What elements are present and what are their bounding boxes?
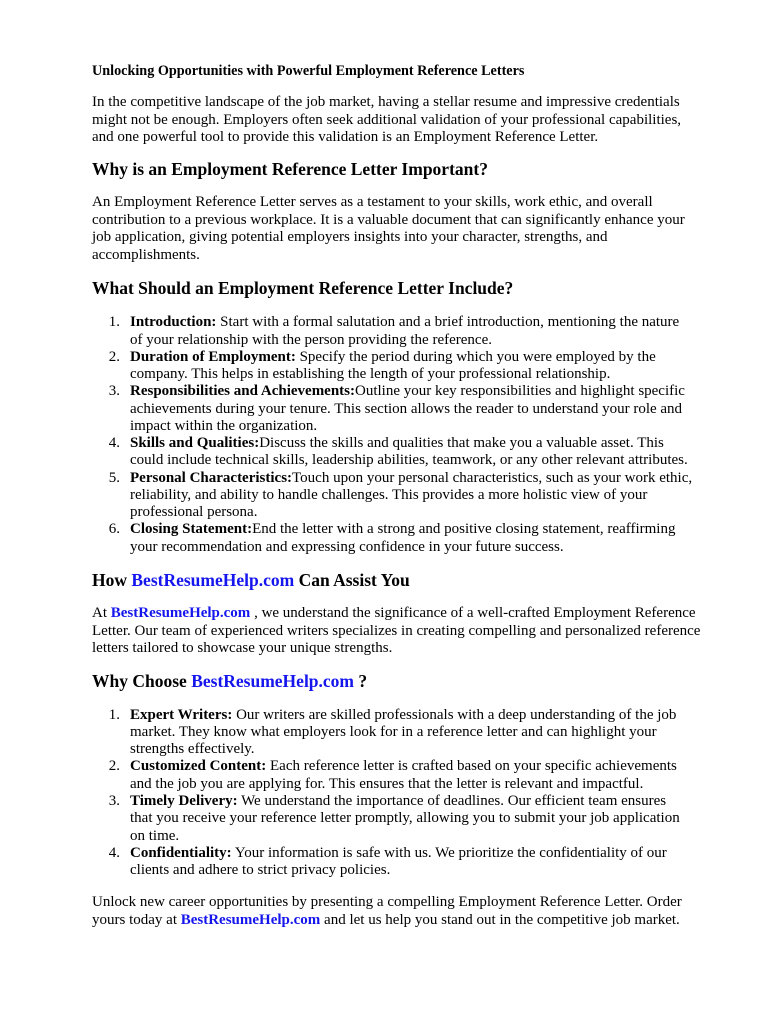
list-number: 1. (108, 314, 120, 330)
list-item-line: clients and adhere to strict privacy policies. (130, 862, 391, 878)
list-number: 3. (108, 793, 120, 809)
list-number: 2. (108, 349, 120, 365)
paragraph-line: An Employment Reference Letter serves as a testament to your skills, work ethic, and overall (92, 194, 653, 210)
list-item: Introduction: Start with a formal salutation and a brief introduction, mentioning the nature (130, 314, 680, 330)
list-number: 5. (108, 470, 120, 486)
brand-link[interactable]: BestResumeHelp.com (191, 671, 355, 691)
list-item: Responsibilities and Achievements:Outline your key responsibilities and highlight specific (130, 383, 685, 399)
list-item: Customized Content: Each reference letter is crafted based on your specific achievements (130, 758, 677, 774)
list-item-label: Introduction: (130, 314, 217, 330)
document-title: Unlocking Opportunities with Powerful Employment Reference Letters (92, 63, 525, 79)
brand-link[interactable]: BestResumeHelp.com (110, 605, 251, 621)
intro-line: might not be enough. Employers often seek additional validation of your professional capabilities, (92, 112, 682, 128)
paragraph-line: Letter. Our team of experienced writers specializes in creating compelling and personalized reference (92, 623, 701, 639)
list-number: 4. (108, 435, 120, 451)
list-item-line: on time. (130, 828, 180, 844)
list-item: Expert Writers: Our writers are skilled professionals with a deep understanding of the job (130, 707, 677, 723)
list-item-line: of your relationship with the person providing the reference. (130, 332, 492, 348)
list-item-line: could include technical skills, leadership abilities, teamwork, or any other relevant attributes. (130, 452, 688, 468)
list-item-line: professional persona. (130, 504, 258, 520)
paragraph-line: job application, giving potential employers insights into your character, strengths, and (92, 229, 608, 245)
list-number: 6. (108, 521, 120, 537)
paragraph-line: At BestResumeHelp.com , we understand the significance of a well-crafted Employment Reference (92, 605, 696, 621)
list-number: 1. (108, 707, 120, 723)
list-item-line: impact within the organization. (130, 418, 318, 434)
brand-link[interactable]: BestResumeHelp.com (180, 912, 321, 928)
list-item-label: Responsibilities and Achievements: (130, 383, 356, 399)
list-item-line: company. This helps in establishing the length of your professional relationship. (130, 366, 611, 382)
list-item-label: Customized Content: (130, 758, 267, 774)
list-item: Personal Characteristics:Touch upon your personal characteristics, such as your work ethic, (130, 470, 693, 486)
list-item-label: Closing Statement: (130, 521, 253, 537)
intro-line: In the competitive landscape of the job market, having a stellar resume and impressive credentials (92, 94, 680, 110)
list-item: Duration of Employment: Specify the period during which you were employed by the (130, 349, 656, 365)
list-item-line: market. They know what employers look for in a reference letter and can highlight your (130, 724, 657, 740)
list-item-line: your recommendation and expressing confidence in your future success. (130, 539, 564, 555)
list-number: 4. (108, 845, 120, 861)
list-item-line: achievements during your tenure. This section allows the reader to understand your role and (130, 401, 683, 417)
list-item: Timely Delivery: We understand the importance of deadlines. Our efficient team ensures (130, 793, 667, 809)
paragraph-line: contribution to a previous workplace. It is a valuable document that can significantly enhance your (92, 212, 685, 228)
list-item-label: Expert Writers: (130, 707, 233, 723)
list-item: Closing Statement:End the letter with a strong and positive closing statement, reaffirming (130, 521, 676, 537)
list-item: Confidentiality: Your information is safe with us. We prioritize the confidentiality of our (130, 845, 667, 861)
list-number: 3. (108, 383, 120, 399)
list-item-label: Duration of Employment: (130, 349, 296, 365)
list-item-line: and the job you are applying for. This ensures that the letter is relevant and impactful. (130, 776, 644, 792)
brand-link[interactable]: BestResumeHelp.com (131, 570, 295, 590)
list-item-label: Confidentiality: (130, 845, 232, 861)
list-item-label: Skills and Qualities: (130, 435, 260, 451)
closing-line: Unlock new career opportunities by presenting a compelling Employment Reference Letter. Order (92, 894, 682, 910)
paragraph-line: letters tailored to showcase your unique strengths. (92, 640, 393, 656)
closing-line: yours today at BestResumeHelp.com and let us help you stand out in the competitive job market. (92, 912, 680, 928)
list-number: 2. (108, 758, 120, 774)
list-item-line: that you receive your reference letter promptly, allowing you to submit your job application (130, 810, 680, 826)
list-item-line: reliability, and ability to handle challenges. This provides a more holistic view of your (130, 487, 648, 503)
list-item-line: strengths effectively. (130, 741, 255, 757)
heading-why-choose: Why Choose BestResumeHelp.com ? (92, 671, 368, 691)
list-item-label: Personal Characteristics: (130, 470, 293, 486)
heading-why-important: Why is an Employment Reference Letter Important? (92, 159, 488, 179)
paragraph-line: accomplishments. (92, 247, 200, 263)
heading-assist: How BestResumeHelp.com Can Assist You (92, 570, 410, 590)
heading-include: What Should an Employment Reference Letter Include? (92, 278, 514, 298)
list-item-label: Timely Delivery: (130, 793, 238, 809)
list-item: Skills and Qualities:Discuss the skills and qualities that make you a valuable asset. This (130, 435, 664, 451)
intro-line: and one powerful tool to provide this validation is an Employment Reference Letter. (92, 129, 599, 145)
